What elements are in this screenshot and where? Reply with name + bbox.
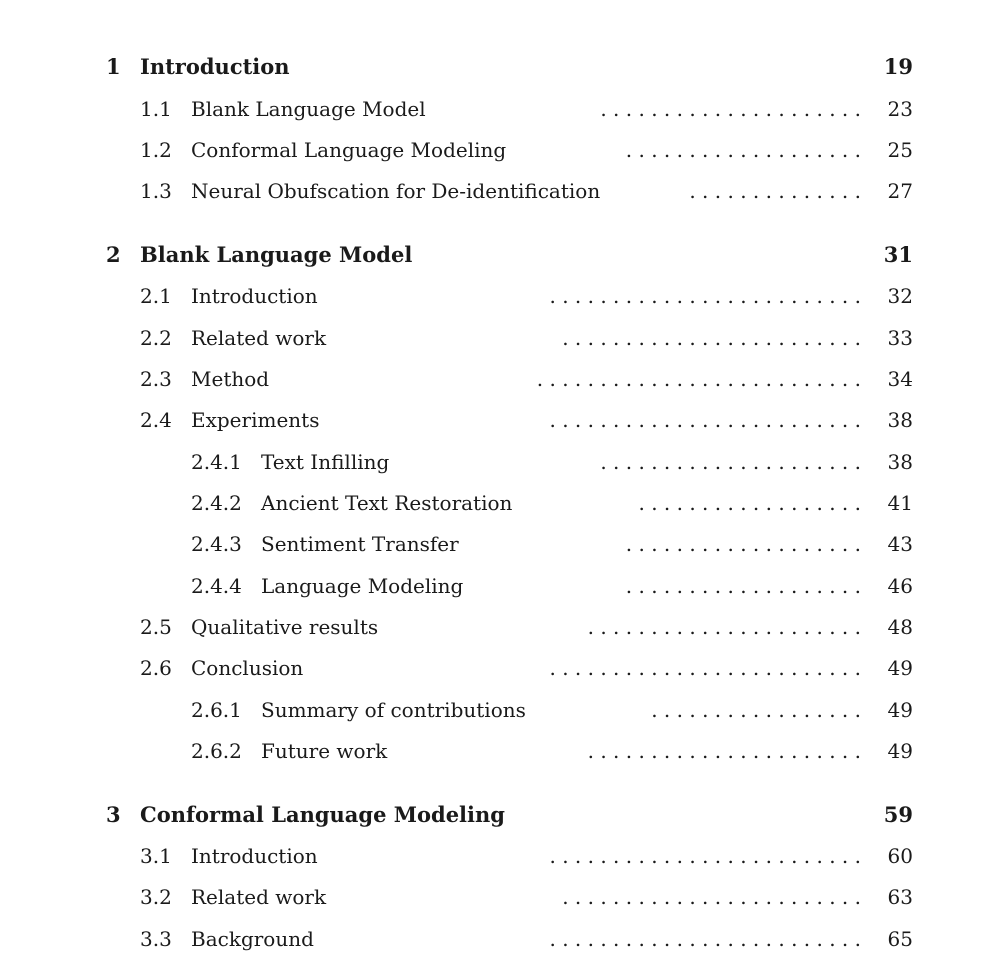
toc-title: Qualitative results xyxy=(191,615,379,639)
toc-page: 59 xyxy=(883,802,913,827)
toc-section[interactable] xyxy=(0,841,1007,871)
toc-page: 38 xyxy=(887,408,913,432)
toc-number: 2.6 xyxy=(140,656,172,680)
toc-subsection[interactable] xyxy=(0,488,1007,518)
toc-title: Introduction xyxy=(140,54,290,79)
toc-page: 60 xyxy=(887,844,913,868)
toc-number: 2.6.2 xyxy=(191,739,242,763)
toc-title: Language Modeling xyxy=(261,574,464,598)
toc-dot-leader: . . . . . . . . . . . . . . . . . . . . . . . . . xyxy=(549,284,861,308)
toc-page: 19 xyxy=(883,54,913,79)
toc-page: 32 xyxy=(887,284,913,308)
toc-number: 2 xyxy=(106,242,121,267)
toc-dot-leader: . . . . . . . . . . . . . . . . . . . xyxy=(625,532,861,556)
toc-page: 38 xyxy=(887,450,913,474)
toc-dot-leader: . . . . . . . . . . . . . . . . . . . . . . . . xyxy=(562,326,861,350)
toc-dot-leader: . . . . . . . . . . . . . . . . . . . . . . . . . xyxy=(549,408,861,432)
toc-dot-leader: . . . . . . . . . . . . . . . . . . . xyxy=(625,138,861,162)
toc-page: 49 xyxy=(887,656,913,680)
toc-number: 2.6.1 xyxy=(191,698,242,722)
toc-section[interactable] xyxy=(0,135,1007,165)
toc-dot-leader: . . . . . . . . . . . . . . . . . . . xyxy=(625,574,861,598)
toc-title: Ancient Text Restoration xyxy=(261,491,513,515)
toc-dot-leader: . . . . . . . . . . . . . . . . . . xyxy=(638,491,861,515)
toc-title: Conformal Language Modeling xyxy=(140,802,505,827)
toc-page: 65 xyxy=(887,927,913,951)
toc-section[interactable] xyxy=(0,176,1007,206)
toc-section[interactable] xyxy=(0,653,1007,683)
toc-subsection[interactable] xyxy=(0,571,1007,601)
toc-number: 3.3 xyxy=(140,927,172,951)
toc-section[interactable] xyxy=(0,323,1007,353)
toc-number: 2.4.1 xyxy=(191,450,242,474)
toc-page: 41 xyxy=(887,491,913,515)
toc-page: 33 xyxy=(887,326,913,350)
toc-dot-leader: . . . . . . . . . . . . . . . . . . . . . xyxy=(600,450,861,474)
toc-title: Sentiment Transfer xyxy=(261,532,459,556)
toc-title: Future work xyxy=(261,739,388,763)
toc-page: 23 xyxy=(887,97,913,121)
toc-subsection[interactable] xyxy=(0,695,1007,725)
toc-subsection[interactable] xyxy=(0,529,1007,559)
toc-number: 2.1 xyxy=(140,284,172,308)
toc-dot-leader: . . . . . . . . . . . . . . . . . . . . . . . . . xyxy=(549,844,861,868)
toc-dot-leader: . . . . . . . . . . . . . . . . . . . . . . xyxy=(587,615,861,639)
toc-number: 2.4.4 xyxy=(191,574,242,598)
toc-title: Conclusion xyxy=(191,656,304,680)
toc-title: Text Infilling xyxy=(261,450,390,474)
toc-page: 43 xyxy=(887,532,913,556)
toc-title: Related work xyxy=(191,326,327,350)
toc-dot-leader: . . . . . . . . . . . . . . . . . xyxy=(651,698,861,722)
toc-chapter[interactable] xyxy=(0,800,1007,830)
toc-section[interactable] xyxy=(0,924,1007,954)
toc-title: Experiments xyxy=(191,408,320,432)
toc-title: Blank Language Model xyxy=(140,242,413,267)
toc-section[interactable] xyxy=(0,882,1007,912)
toc-number: 2.4.3 xyxy=(191,532,242,556)
toc-dot-leader: . . . . . . . . . . . . . . . . . . . . . . . . . xyxy=(549,656,861,680)
toc-dot-leader: . . . . . . . . . . . . . . xyxy=(689,179,861,203)
toc-page: 34 xyxy=(887,367,913,391)
toc-section[interactable] xyxy=(0,94,1007,124)
toc-title: Background xyxy=(191,927,314,951)
toc-page: 31 xyxy=(883,242,913,267)
toc-number: 2.4 xyxy=(140,408,172,432)
toc-title: Neural Obufscation for De-identification xyxy=(191,179,601,203)
toc-chapter[interactable] xyxy=(0,240,1007,270)
toc-section[interactable] xyxy=(0,281,1007,311)
toc-page: 49 xyxy=(887,698,913,722)
toc-title: Blank Language Model xyxy=(191,97,426,121)
toc-number: 2.5 xyxy=(140,615,172,639)
toc-number: 2.3 xyxy=(140,367,172,391)
toc-number: 1 xyxy=(106,54,121,79)
toc-chapter[interactable] xyxy=(0,52,1007,82)
toc-number: 3.1 xyxy=(140,844,172,868)
toc-number: 2.2 xyxy=(140,326,172,350)
toc-dot-leader: . . . . . . . . . . . . . . . . . . . . . xyxy=(600,97,861,121)
toc-dot-leader: . . . . . . . . . . . . . . . . . . . . . . xyxy=(587,739,861,763)
toc-title: Summary of contributions xyxy=(261,698,526,722)
toc-number: 3.2 xyxy=(140,885,172,909)
toc-section[interactable] xyxy=(0,612,1007,642)
toc-subsection[interactable] xyxy=(0,447,1007,477)
toc-title: Related work xyxy=(191,885,327,909)
toc-page: 49 xyxy=(887,739,913,763)
toc-number: 2.4.2 xyxy=(191,491,242,515)
toc-dot-leader: . . . . . . . . . . . . . . . . . . . . . . . . . xyxy=(549,927,861,951)
toc-number: 1.1 xyxy=(140,97,172,121)
toc-title: Conformal Language Modeling xyxy=(191,138,507,162)
toc-page: 46 xyxy=(887,574,913,598)
toc-section[interactable] xyxy=(0,364,1007,394)
toc-section[interactable] xyxy=(0,405,1007,435)
toc-title: Method xyxy=(191,367,270,391)
toc-number: 1.2 xyxy=(140,138,172,162)
toc-title: Introduction xyxy=(191,284,318,308)
toc-number: 3 xyxy=(106,802,121,827)
toc-subsection[interactable] xyxy=(0,736,1007,766)
toc-dot-leader: . . . . . . . . . . . . . . . . . . . . . . . . . . xyxy=(536,367,861,391)
toc-page: 27 xyxy=(887,179,913,203)
toc-page: 48 xyxy=(887,615,913,639)
toc-page: 63 xyxy=(887,885,913,909)
toc-number: 1.3 xyxy=(140,179,172,203)
toc-page: 25 xyxy=(887,138,913,162)
toc-dot-leader: . . . . . . . . . . . . . . . . . . . . . . . . xyxy=(562,885,861,909)
toc-title: Introduction xyxy=(191,844,318,868)
